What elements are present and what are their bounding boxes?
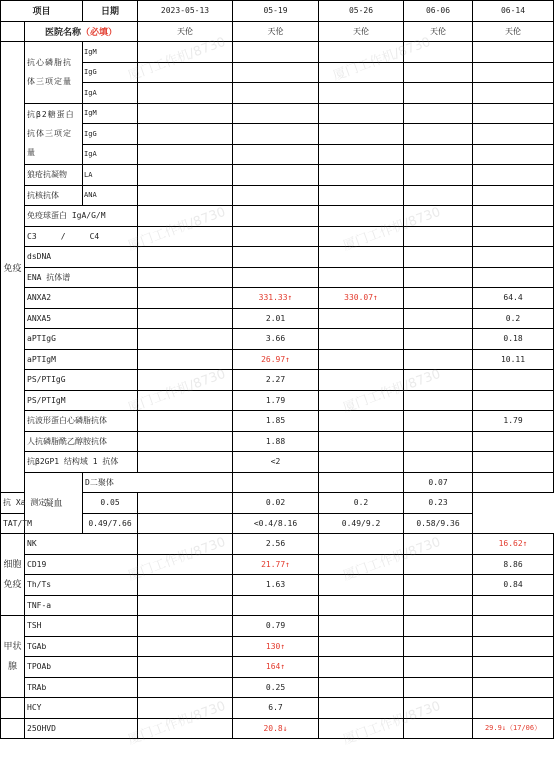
table-row [1, 247, 554, 268]
value-cell: 0.07 [404, 472, 473, 493]
table-row [1, 718, 554, 739]
row-label: ANXA5 [25, 308, 138, 329]
table-row [1, 370, 554, 391]
table-row [1, 206, 554, 227]
date-header: 日期 [83, 1, 138, 22]
row-label: CD19 [25, 554, 138, 575]
hospital-cell: 天伦 [138, 21, 233, 42]
value-cell: 331.33↑ [233, 288, 319, 309]
value-cell: 2.01 [233, 308, 319, 329]
subgroup-igg: IgG [83, 62, 138, 83]
hospital-row [1, 21, 554, 42]
value-cell: 1.63 [233, 575, 319, 596]
subgroup-igm: IgM [83, 42, 138, 63]
row-label: 狼疮抗凝物 [25, 165, 83, 186]
hospital-cell: 天伦 [404, 21, 473, 42]
row-label: PS/PTIgG [25, 370, 138, 391]
value-cell: 1.85 [233, 411, 319, 432]
row-label: 抗 Xa 测定 [1, 493, 83, 514]
value-cell: 1.79 [473, 411, 554, 432]
table-row [1, 534, 554, 555]
value-cell: 8.86 [473, 554, 554, 575]
table-row [1, 698, 554, 719]
value-cell: 0.23 [404, 493, 473, 514]
hospital-cell: 天伦 [233, 21, 319, 42]
row-label: D二聚体 [83, 472, 233, 493]
row-label: HCY [25, 698, 138, 719]
table-row [1, 349, 554, 370]
table-row [1, 636, 554, 657]
value-cell: 164↑ [233, 657, 319, 678]
watermark: 厦门工作机/8730 [126, 204, 228, 254]
table-row [1, 267, 554, 288]
value-cell: 64.4 [473, 288, 554, 309]
value-cell: <2 [233, 452, 319, 473]
value-cell: 0.2 [473, 308, 554, 329]
value-cell: 0.79 [233, 616, 319, 637]
row-label: dsDNA [25, 247, 138, 268]
row-label: TSH [25, 616, 138, 637]
date-col-5: 06-14 [473, 1, 554, 22]
table-row [1, 83, 554, 104]
table-row [1, 288, 554, 309]
table-row [1, 308, 554, 329]
table-row [1, 390, 554, 411]
watermark: 厦门工作机/8730 [341, 698, 443, 748]
hospital-label-text: 医院名称 [44, 27, 81, 38]
row-label: 抗β2GP1 结构域 1 抗体 [25, 452, 138, 473]
table-row [1, 165, 554, 186]
value-cell: 16.62↑ [473, 534, 554, 555]
date-col-3: 05-26 [319, 1, 404, 22]
value-cell: 0.84 [473, 575, 554, 596]
header-row [1, 1, 554, 22]
table-row [1, 431, 554, 452]
category-immune: 免疫 [1, 42, 25, 493]
row-label: TNF-a [25, 595, 138, 616]
watermark: 厦门工作机/8730 [126, 534, 228, 584]
value-cell: 0.05 [83, 493, 138, 514]
value-cell: <0.4/8.16 [233, 513, 319, 534]
table-row [1, 185, 554, 206]
value-cell: 130↑ [233, 636, 319, 657]
item-header: 项目 [1, 1, 83, 22]
required-mark: （必填） [81, 27, 118, 38]
subgroup-igm: IgM [83, 103, 138, 124]
row-label: TPOAb [25, 657, 138, 678]
row-label: aPTIgG [25, 329, 138, 350]
table-row [1, 595, 554, 616]
table-row [1, 677, 554, 698]
value-cell: 3.66 [233, 329, 319, 350]
subgroup-iga: IgA [83, 144, 138, 165]
row-sublabel: ANA [83, 185, 138, 206]
value-cell: 330.07↑ [319, 288, 404, 309]
watermark: 厦门工作机/8730 [331, 34, 433, 84]
table-row [1, 329, 554, 350]
row-sublabel: LA [83, 165, 138, 186]
watermark: 厦门工作机/8730 [341, 204, 443, 254]
watermark: 厦门工作机/8730 [341, 366, 443, 416]
row-label: C3 / C4 [25, 226, 138, 247]
row-label: Th/Ts [25, 575, 138, 596]
value-cell: 0.58/9.36 [404, 513, 473, 534]
value-cell: 0.49/7.66 [83, 513, 138, 534]
watermark: 厦门工作机/8730 [341, 534, 443, 584]
value-cell: 20.8↓ [233, 718, 319, 739]
value-cell: 0.18 [473, 329, 554, 350]
hospital-cell: 天伦 [473, 21, 554, 42]
table-row [1, 103, 554, 124]
date-col-4: 06-06 [404, 1, 473, 22]
category-coag: 凝血 [25, 472, 83, 534]
category-thyroid: 甲状腺 [1, 616, 25, 698]
value-cell: 26.97↑ [233, 349, 319, 370]
row-label: TGAb [25, 636, 138, 657]
watermark: 厦门工作机/8730 [126, 698, 228, 748]
value-cell: 0.49/9.2 [319, 513, 404, 534]
row-label: 抗波形蛋白心磷脂抗体 [25, 411, 138, 432]
row-label: TAT/TM [1, 513, 83, 534]
row-label: 免疫球蛋白 IgA/G/M [25, 206, 138, 227]
table-row [1, 575, 554, 596]
subgroup-igg: IgG [83, 124, 138, 145]
row-label: TRAb [25, 677, 138, 698]
value-cell: 1.79 [233, 390, 319, 411]
table-row [1, 124, 554, 145]
watermark: 厦门工作机/8730 [126, 34, 228, 84]
hospital-label [25, 21, 138, 42]
row-label: ANXA2 [25, 288, 138, 309]
table-row [1, 42, 554, 63]
table-row [1, 144, 554, 165]
value-cell: 2.27 [233, 370, 319, 391]
date-col-1: 2023-05-13 [138, 1, 233, 22]
table-row [1, 554, 554, 575]
row-label: NK [25, 534, 138, 555]
value-cell: 0.2 [319, 493, 404, 514]
table-row [1, 513, 554, 534]
table-row [1, 411, 554, 432]
row-label: 抗核抗体 [25, 185, 83, 206]
table-row [1, 657, 554, 678]
value-cell: 29.9↓（17/06） [473, 718, 554, 739]
table-row [1, 493, 554, 514]
subgroup-b2gp: 抗β2糖蛋白抗体三项定量 [25, 103, 83, 165]
table-row [1, 452, 554, 473]
row-label: 人抗磷脂酰乙醇胺抗体 [25, 431, 138, 452]
table-row [1, 616, 554, 637]
value-cell: 6.7 [233, 698, 319, 719]
subgroup-acl: 抗心磷脂抗体三项定量 [25, 42, 83, 104]
value-cell: 0.02 [233, 493, 319, 514]
value-cell: 10.11 [473, 349, 554, 370]
hospital-cell: 天伦 [319, 21, 404, 42]
row-label: aPTIgM [25, 349, 138, 370]
row-label: 25OHVD [25, 718, 138, 739]
category-cell-immune: 细胞免疫 [1, 534, 25, 616]
row-label: PS/PTIgM [25, 390, 138, 411]
value-cell: 0.25 [233, 677, 319, 698]
table-row [1, 62, 554, 83]
date-col-2: 05-19 [233, 1, 319, 22]
subgroup-iga: IgA [83, 83, 138, 104]
row-label: ENA 抗体谱 [25, 267, 138, 288]
table-row [1, 472, 554, 493]
watermark: 厦门工作机/8730 [126, 366, 228, 416]
value-cell: 2.56 [233, 534, 319, 555]
table-row [1, 226, 554, 247]
value-cell: 21.77↑ [233, 554, 319, 575]
value-cell: 1.88 [233, 431, 319, 452]
